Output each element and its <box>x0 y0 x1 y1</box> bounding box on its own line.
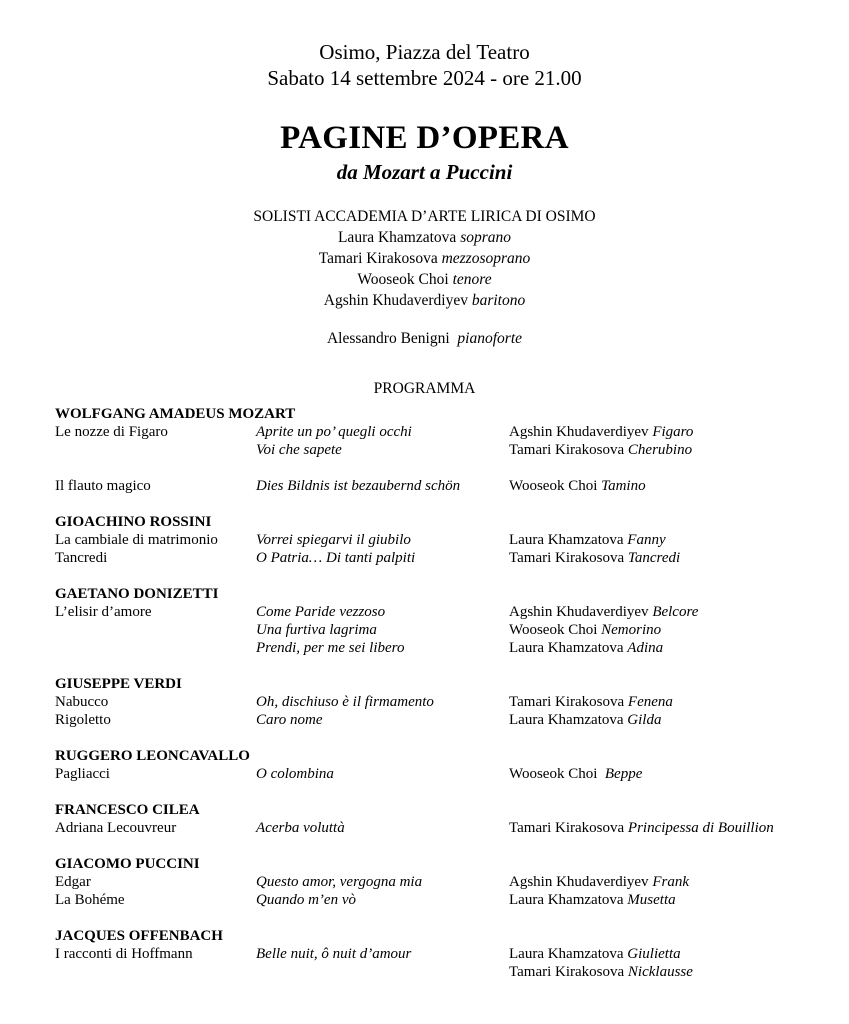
composer-name: GIACOMO PUCCINI <box>55 856 200 872</box>
opera-title: Rigoletto <box>55 712 111 728</box>
composer-block <box>55 801 835 837</box>
composer-block <box>55 927 835 981</box>
composer-block <box>55 747 835 783</box>
soloist-name: Agshin Khudaverdiyev <box>323 292 468 309</box>
soloist-line <box>0 290 849 311</box>
singer-name: Tamari Kirakosova <box>509 694 625 710</box>
opera-title: Nabucco <box>55 694 109 710</box>
soloist-line <box>0 227 849 248</box>
aria-title: O colombina <box>256 766 334 782</box>
opera-title: Il flauto magico <box>55 478 151 494</box>
aria-title: Questo amor, vergogna mia <box>256 874 423 890</box>
program-list <box>55 405 835 999</box>
role-name: Cherubino <box>627 442 693 458</box>
opera-title: Edgar <box>55 874 91 890</box>
role-name: Belcore <box>652 604 699 620</box>
singer-name: Wooseok Choi <box>509 766 598 782</box>
role-name: Giulietta <box>627 946 681 962</box>
performer <box>509 639 663 657</box>
pianist-name: Alessandro Benigni <box>326 330 450 347</box>
role-name: Nemorino <box>601 622 662 638</box>
soloist-voice: baritono <box>471 292 526 309</box>
program-row <box>55 765 835 783</box>
opera-title: I racconti di Hoffmann <box>55 946 193 962</box>
program-row <box>55 819 835 837</box>
soloist-line <box>0 269 849 290</box>
composer-name: GIUSEPPE VERDI <box>55 676 182 692</box>
aria-title: Quando m’en vò <box>256 892 356 908</box>
soloist-name: Tamari Kirakosova <box>318 250 438 267</box>
performer <box>509 711 661 729</box>
aria-title: Voi che sapete <box>256 442 342 458</box>
soloists-heading: SOLISTI ACCADEMIA D’ARTE LIRICA DI OSIMO <box>253 208 596 225</box>
program-heading: PROGRAMMA <box>373 380 476 397</box>
role-name: Frank <box>652 874 689 890</box>
program-row <box>55 423 835 441</box>
aria-title: Acerba voluttà <box>256 820 345 836</box>
singer-name: Laura Khamzatova <box>509 640 624 656</box>
composer-name: JACQUES OFFENBACH <box>55 928 223 944</box>
role-name: Beppe <box>604 766 643 782</box>
role-name: Tamino <box>601 478 646 494</box>
program-row <box>55 891 835 909</box>
performer <box>509 945 681 963</box>
singer-name: Tamari Kirakosova <box>509 442 625 458</box>
aria-title: Dies Bildnis ist bezaubernd schön <box>256 478 461 494</box>
pianist-instrument: pianoforte <box>457 330 523 347</box>
performer <box>509 441 692 459</box>
composer-name: GAETANO DONIZETTI <box>55 586 219 602</box>
venue: Osimo, Piazza del Teatro <box>319 40 530 64</box>
composer-block <box>55 855 835 909</box>
role-name: Fenena <box>627 694 673 710</box>
opera-title: Le nozze di Figaro <box>55 424 168 440</box>
role-name: Fanny <box>627 532 666 548</box>
program-row <box>55 693 835 711</box>
aria-title: Prendi, per me sei libero <box>256 640 405 656</box>
program-row <box>55 531 835 549</box>
performer <box>509 477 646 495</box>
page-subtitle: da Mozart a Puccini <box>336 160 513 184</box>
pianist-line <box>0 328 849 349</box>
performer <box>509 891 676 909</box>
composer-name: FRANCESCO CILEA <box>55 802 200 818</box>
composer-name: WOLFGANG AMADEUS MOZART <box>55 406 296 422</box>
performer <box>509 423 693 441</box>
opera-title: Pagliacci <box>55 766 110 782</box>
aria-title: Caro nome <box>256 712 323 728</box>
program-row <box>55 873 835 891</box>
program-row <box>55 639 835 657</box>
singer-name: Laura Khamzatova <box>509 712 624 728</box>
soloist-voice: soprano <box>460 229 512 246</box>
program-row <box>55 603 835 621</box>
singer-name: Agshin Khudaverdiyev <box>509 424 649 440</box>
role-name: Musetta <box>627 892 676 908</box>
soloist-voice: tenore <box>452 271 492 288</box>
singer-name: Tamari Kirakosova <box>509 820 625 836</box>
program-row <box>55 549 835 567</box>
role-name: Figaro <box>652 424 694 440</box>
performer <box>509 549 680 567</box>
performer <box>509 603 698 621</box>
soloist-voice: mezzosoprano <box>441 250 531 267</box>
singer-name: Agshin Khudaverdiyev <box>509 604 649 620</box>
aria-title: O Patria… Di tanti palpiti <box>256 550 416 566</box>
performer <box>509 531 666 549</box>
opera-title: L’elisir d’amore <box>55 604 152 620</box>
performer <box>509 963 693 981</box>
program-row <box>55 945 835 963</box>
composer-name: RUGGERO LEONCAVALLO <box>55 748 250 764</box>
aria-title: Belle nuit, ô nuit d’amour <box>256 946 412 962</box>
composer-block <box>55 405 835 495</box>
role-name: Nicklausse <box>627 964 693 980</box>
singer-name: Wooseok Choi <box>509 478 598 494</box>
aria-title: Oh, dischiuso è il firmamento <box>256 694 434 710</box>
program-row <box>55 621 835 639</box>
event-date: Sabato 14 settembre 2024 - ore 21.00 <box>267 66 582 90</box>
composer-name: GIOACHINO ROSSINI <box>55 514 212 530</box>
opera-title: La cambiale di matrimonio <box>55 532 218 548</box>
singer-name: Wooseok Choi <box>509 622 598 638</box>
composer-block <box>55 585 835 657</box>
role-name: Principessa di Bouillion <box>627 820 774 836</box>
singer-name: Agshin Khudaverdiyev <box>509 874 649 890</box>
program-row <box>55 963 835 981</box>
singer-name: Laura Khamzatova <box>509 892 624 908</box>
aria-title: Vorrei spiegarvi il giubilo <box>256 532 411 548</box>
program-row <box>55 441 835 459</box>
composer-block <box>55 675 835 729</box>
opera-title: Tancredi <box>55 550 108 566</box>
soloist-line <box>0 248 849 269</box>
soloist-name: Laura Khamzatova <box>337 229 457 246</box>
page-title: PAGINE D’OPERA <box>280 120 569 156</box>
performer <box>509 765 642 783</box>
opera-title: La Bohéme <box>55 892 125 908</box>
aria-title: Come Paride vezzoso <box>256 604 386 620</box>
singer-name: Tamari Kirakosova <box>509 550 625 566</box>
performer <box>509 819 774 837</box>
soloist-name: Wooseok Choi <box>357 271 449 288</box>
program-row <box>55 477 835 495</box>
role-name: Gilda <box>627 712 662 728</box>
aria-title: Una furtiva lagrima <box>256 622 377 638</box>
performer <box>509 693 673 711</box>
role-name: Tancredi <box>627 550 681 566</box>
opera-title: Adriana Lecouvreur <box>55 820 177 836</box>
composer-block <box>55 513 835 567</box>
performer <box>509 621 661 639</box>
aria-title: Aprite un po’ quegli occhi <box>256 424 412 440</box>
singer-name: Laura Khamzatova <box>509 532 624 548</box>
program-row <box>55 711 835 729</box>
singer-name: Laura Khamzatova <box>509 946 624 962</box>
role-name: Adina <box>627 640 664 656</box>
performer <box>509 873 689 891</box>
singer-name: Tamari Kirakosova <box>509 964 625 980</box>
